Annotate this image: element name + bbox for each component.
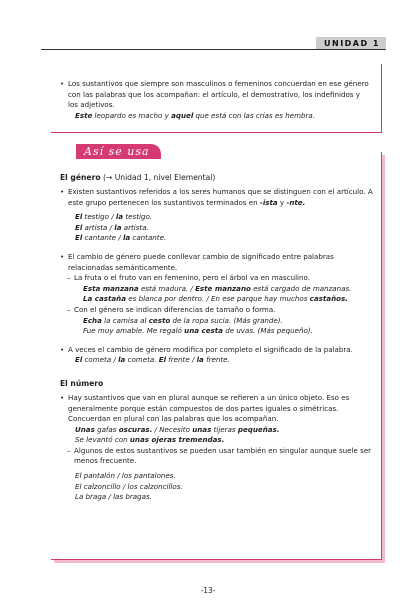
unit-label: UNIDAD 1 [316,37,386,49]
bullet-icon: • [60,79,65,88]
example-line: El cometa / la cometa. El frente / la frente. [75,355,230,365]
section-banner: Así se usa [76,144,161,159]
example-line: Esta manzana está madura. / Este manzano está cargado de manzanas. [83,283,352,293]
header-rule [41,49,386,50]
page-number: -13- [200,586,216,595]
example-line: Echa la camisa al cesto de la ropa sucia. (Más grande). [83,315,283,325]
example-line: Fue muy amable. Me regaló una cesta de uvas. (Más pequeño). [83,326,313,336]
dash-item: – Con el género se indican diferencias de tamaño o forma. [67,304,276,314]
bullet-icon: • [60,392,65,402]
example-line: El pantalón / los pantalones. [75,471,176,481]
asi-se-usa-panel [51,145,382,560]
top-note-text: Los sustantivos que siempre son masculinos o femeninos concuerdan en ese género con las palabras que los acompañan: el artículo, el demostrativo, los indefinidos y los adjetivos. [68,79,369,110]
example-line: Se levantó con unas ojeras tremendas. [75,435,225,445]
numero-heading: El número [60,378,104,388]
example-line: El cantante / la cantante. [75,233,167,243]
genero-bullet-2: • El cambio de género puede conllevar cambio de significado entre palabras relacionadas semánticamente. [60,251,334,272]
genero-bullet-3: • A veces el cambio de género modifica por completo el significado de la palabra. [60,344,353,354]
example-line: El testigo / la testigo. [75,212,153,222]
example-line: El calzoncillo / los calzoncillos. [75,481,183,491]
bullet-icon: • [60,187,65,196]
top-note-box [51,64,382,133]
bullet-icon: • [60,251,65,261]
example-line: La castaña es blanca por dentro. / En ese parque hay muchos castaños. [83,294,348,304]
genero-bullet-1: • Existen sustantivos referidos a los seres humanos que se distinguen con el artículo. A este grupo pertenecen los sustantivos terminados en -ista y -nte. [60,187,373,207]
dash-item: – La fruta o el fruto van en femenino, pero el árbol va en masculino. [67,273,310,283]
example-line: La braga / las bragas. [75,492,152,502]
bullet-icon: • [60,344,65,354]
example-line: Unas gafas oscuras. / Necesito unas tijeras pequeñas. [75,424,280,434]
example-line: El artista / la artista. [75,222,149,232]
top-note-example: Este leopardo es macho y aquel que está con las crías es hembra. [75,110,316,120]
numero-bullet-1: • Hay sustantivos que van en plural aunque se refieren a un único objeto. Eso es generalmente porque están compuestos de dos partes iguales o simétricas. Concuerdan en plural con las palabras que los acompañan. [60,392,350,424]
dash-item: – Algunos de estos sustantivos se pueden usar también en singular aunque suele ser menos frecuente. [67,445,372,466]
top-note-bullet [60,79,372,111]
genero-heading: El género (→ Unidad 1, nivel Elemental) [60,173,216,182]
